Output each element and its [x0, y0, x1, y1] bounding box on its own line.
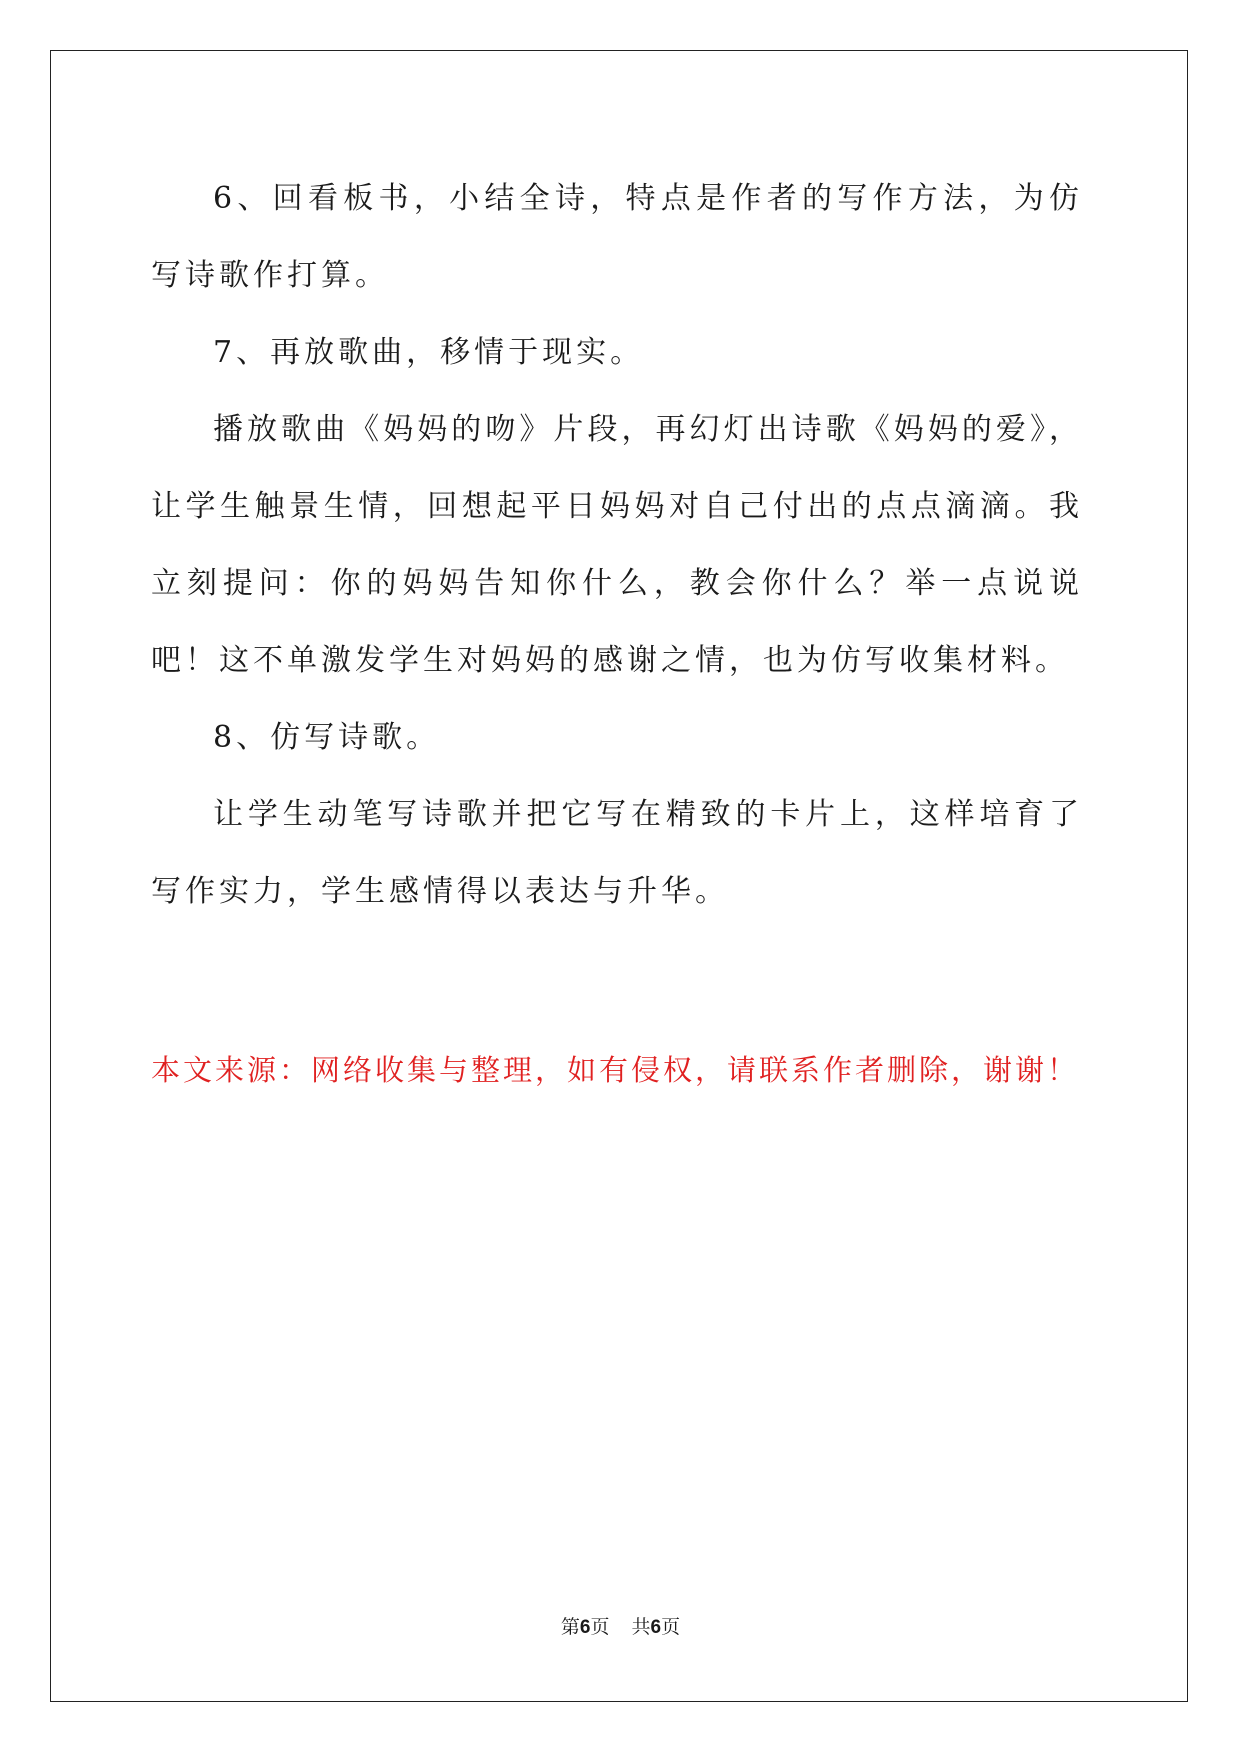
total-prefix: 共	[631, 1616, 651, 1638]
total-suffix: 页	[661, 1616, 681, 1638]
document-body	[151, 160, 1083, 930]
page-footer	[0, 1614, 1241, 1641]
paragraph-step-7: 7、再放歌曲，移情于现实。	[213, 335, 645, 370]
paragraph-step-6: 6、回看板书，小结全诗，特点是作者的写作方法，为仿写诗歌作打算。	[151, 181, 1083, 293]
paragraph-song: 播放歌曲《妈妈的吻》片段，再幻灯出诗歌《妈妈的爱》，让学生触景生情，回想起平日妈妈对自己付出的点点滴滴。我立刻提问：你的妈妈告知你什么，教会你什么？举一点说说吧！这不单激发学生对妈妈的感谢之情，也为仿写收集材料。	[151, 412, 1083, 678]
total-pages: 6	[650, 1617, 662, 1638]
page-prefix: 第	[560, 1616, 580, 1638]
paragraph-writing: 让学生动笔写诗歌并把它写在精致的卡片上，这样培育了写作实力，学生感情得以表达与升华。	[151, 797, 1083, 909]
paragraph-step-8: 8、仿写诗歌。	[213, 720, 441, 755]
source-note: 本文来源：网络收集与整理，如有侵权，请联系作者删除，谢谢！	[151, 1053, 1080, 1087]
page-number: 6	[579, 1617, 591, 1638]
page-suffix: 页	[590, 1616, 610, 1638]
